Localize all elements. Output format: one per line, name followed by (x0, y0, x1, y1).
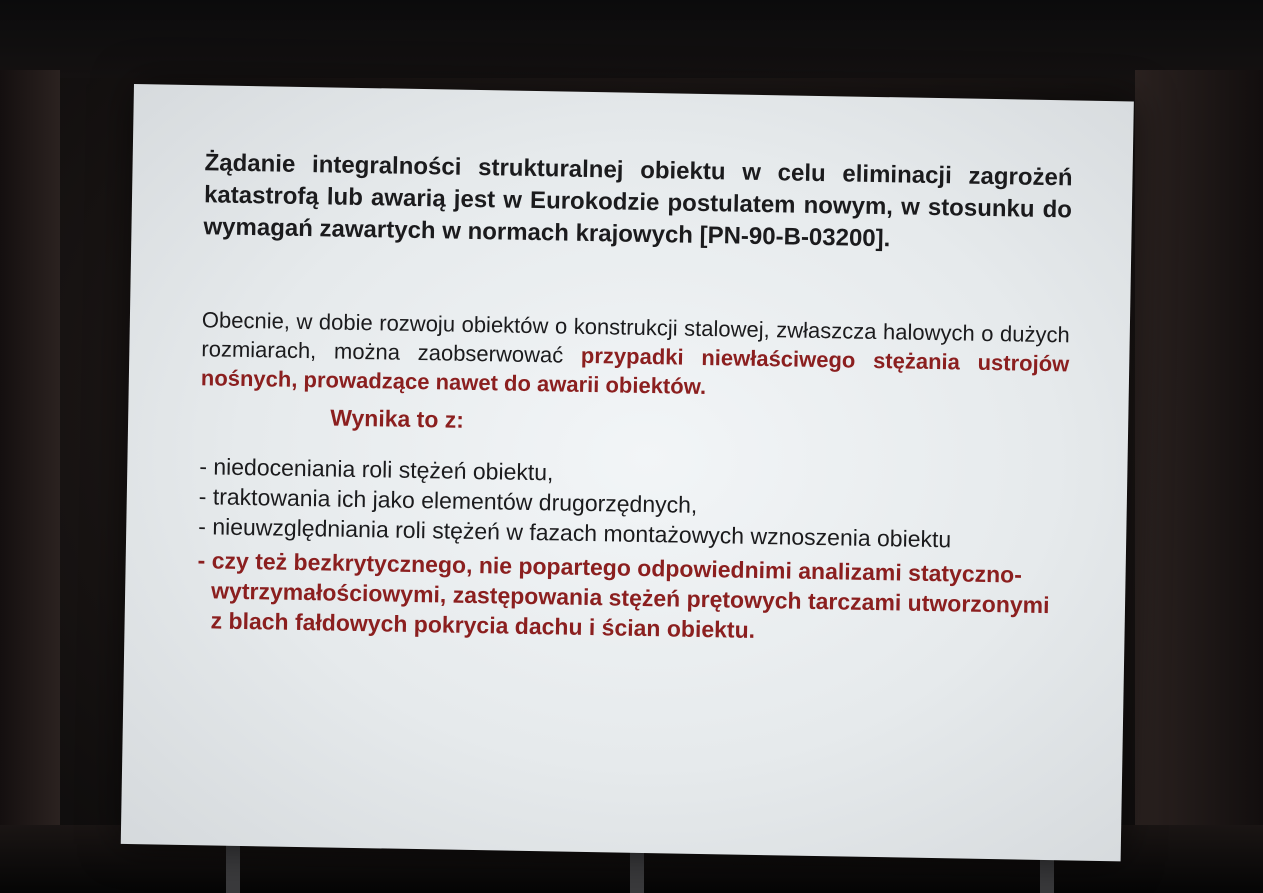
reason-item-highlight: - czy też bezkrytycznego, nie popartego odpowiednimi analizami statyczno-wytrzymałościowymi, zastępowania stężeń prętowych tarczami utworzonymi z blach fałdowych pokrycia dachu i ścian obiektu. (197, 547, 1050, 643)
right-wall (1135, 70, 1263, 850)
slide-content (196, 147, 1072, 650)
ceiling (0, 0, 1263, 78)
reason-heading: Wynika to z: (329, 404, 465, 433)
reason-list (196, 451, 1067, 650)
reason-item: - nieuwzględniania roli stężeń w fazach montażowych wznoszenia obiektu (198, 513, 952, 553)
slide-paragraph-2-highlight: przypadki niewłaściwego stężania ustrojów nośnych, prowadzące nawet do awarii obiektów. (200, 342, 1070, 400)
left-wall (0, 70, 60, 830)
slide-paragraph-2-intro: Obecnie, w dobie rozwoju obiektów o konstrukcji stalowej, zwłaszcza halowych o dużych rozmiarach, można zaobserwować (201, 307, 1070, 368)
slide-paragraph-2 (201, 305, 1070, 407)
reason-item: - niedoceniania roli stężeń obiektu, (199, 453, 554, 486)
reason-item: - traktowania ich jako elementów drugorzędnych, (198, 483, 698, 518)
slide-paragraph-1: Żądanie integralności strukturalnej obiektu w celu eliminacji zagrożeń katastrofą lub awarią jest w Eurokodzie postulatem nowym, w stosunku do wymagań zawartych w normach krajowych [PN-90-B-03200]. (203, 149, 1073, 253)
projection-screen (121, 84, 1134, 861)
